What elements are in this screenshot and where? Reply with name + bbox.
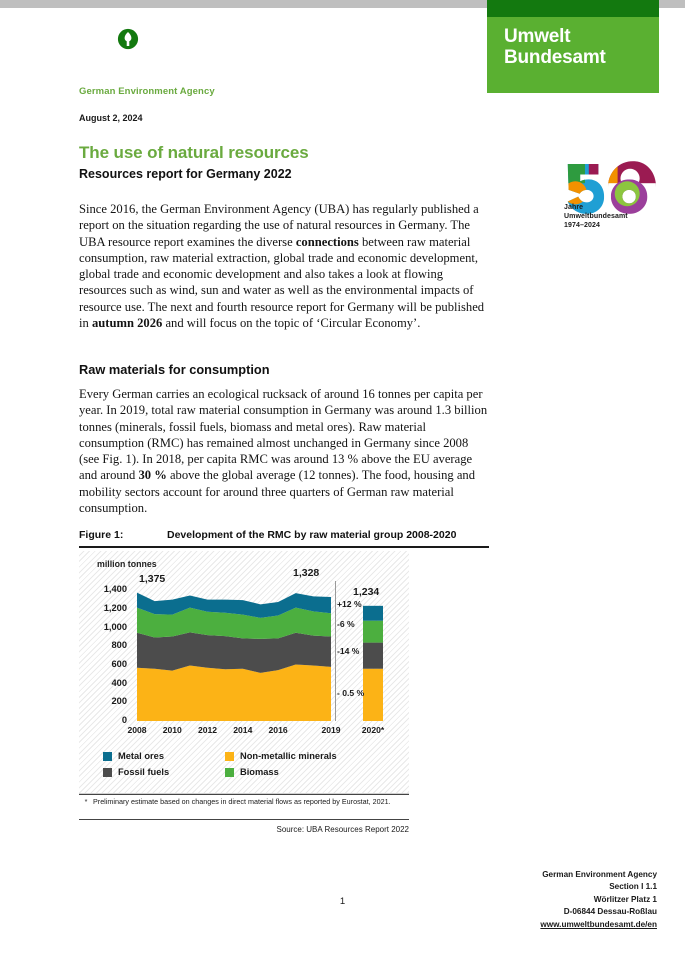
y-tick-label: 1,000 — [103, 621, 127, 632]
footnote-marker: * — [84, 797, 88, 806]
legend-item-fossil-fuels — [103, 767, 225, 777]
figure-top-rule — [79, 546, 489, 548]
legend-swatch-biomass — [225, 768, 234, 777]
legend-item-non-metallic-minerals — [225, 751, 337, 761]
section-paragraph: Every German carries an ecological rucksack of around 16 tonnes per capita per year. In 2019, total raw material consumption in Germany was around 1.3 billion tonnes (minerals, fossil fuels, biomass and metal ores). Raw material consumption (RMC) has remained almost unchanged in Germany since 2008 (see Fig. 1). In 2018, per capita RMC was around 13 % above the EU average and around 30 % above the global average (12 tonnes). The food, housing and mobility sectors account for around three quarters of German raw material consumption. — [79, 387, 488, 516]
total-label-2020: 1,234 — [353, 585, 380, 598]
uba-logo-dark-band — [487, 0, 659, 17]
chart-panel-divider — [335, 581, 336, 721]
bar-segment-fossil-fuels — [363, 643, 383, 669]
footer-address-line: Wörlitzer Platz 1 — [593, 894, 657, 904]
x-tick-label: 2012 — [197, 725, 218, 735]
legend-row — [103, 751, 409, 761]
legend-swatch-fossil-fuels — [103, 768, 112, 777]
legend-swatch-non-metallic-minerals — [225, 752, 234, 761]
uba-logo-line2: Bundesamt — [504, 46, 606, 68]
x-tick-label: 2010 — [162, 725, 182, 735]
bar-segment-biomass — [363, 621, 383, 643]
legend-label: Metal ores — [118, 751, 164, 761]
agency-name: German Environment Agency — [79, 86, 215, 97]
figure-body — [79, 551, 409, 794]
intro-paragraph: Since 2016, the German Environment Agency (UBA) has regularly published a report on the situation regarding the use of natural resources in Germany. The UBA resource report examines the diverse connections between raw material consumption, raw material extraction, global trade and economic development, global trade and economic development and also takes a look at flowing resources such as wind, sun and water as well as the environmental impacts of resource use. The next and fourth resource report for Germany will be published in autumn 2026 and will focus on the topic of ‘Circular Economy’. — [79, 202, 485, 331]
y-tick-label: 0 — [121, 715, 127, 725]
change-label-fossil-fuels: -14 % — [337, 645, 360, 656]
legend-swatch-metal-ores — [103, 752, 112, 761]
bar-segment-non-metallic-minerals — [363, 669, 383, 721]
change-label-non-metallic-minerals: - 0.5 % — [337, 687, 365, 698]
change-label-metal-ores: +12 % — [337, 599, 362, 610]
y-tick-label: 1,400 — [103, 584, 127, 595]
change-label-biomass: -6 % — [337, 618, 355, 629]
page-number: 1 — [339, 896, 346, 907]
total-label-end: 1,328 — [293, 567, 320, 580]
page-subtitle: Resources report for Germany 2022 — [79, 167, 292, 181]
figure-caption-text: Development of the RMC by raw material group 2008-2020 — [167, 529, 457, 541]
anniversary-line1: Jahre — [564, 204, 584, 211]
chart-legend — [79, 751, 409, 783]
document-date: August 2, 2024 — [79, 113, 143, 123]
legend-item-metal-ores — [103, 751, 225, 761]
x-tick-label: 2008 — [127, 725, 147, 735]
legend-label: Fossil fuels — [118, 767, 170, 777]
legend-item-biomass — [225, 767, 279, 777]
footer-url-link[interactable]: www.umweltbundesamt.de/en — [540, 919, 657, 929]
x-tick-label: 2014 — [233, 725, 253, 735]
legend-label: Non-metallic minerals — [240, 751, 337, 761]
anniversary-line3: 1974–2024 — [564, 222, 600, 229]
chart-y-axis-unit: million tonnes — [97, 559, 157, 569]
figure-label: Figure 1: — [79, 529, 124, 541]
footnote-text: Preliminary estimate based on changes in direct material flows as reported by Eurostat, 2021. — [93, 797, 391, 806]
anniversary-line2: Umweltbundesamt — [564, 213, 628, 220]
total-label-start: 1,375 — [139, 572, 166, 585]
area-band-non-metallic-minerals — [137, 665, 331, 721]
x-tick-label: 2019 — [321, 725, 341, 735]
bar-segment-metal-ores — [363, 606, 383, 621]
figure-caption — [79, 529, 489, 541]
footnote-bottom-rule — [79, 819, 409, 820]
legend-row — [103, 767, 409, 777]
footer-address-line: German Environment Agency — [542, 870, 657, 879]
footer-address-line: D-06844 Dessau-Roßlau — [563, 907, 657, 917]
x-tick-label: 2016 — [268, 725, 288, 735]
figure-source: Source: UBA Resources Report 2022 — [276, 825, 409, 834]
figure-footnote — [79, 797, 409, 807]
page-title: The use of natural resources — [79, 143, 309, 162]
y-tick-label: 400 — [111, 677, 127, 688]
uba-logo-line1: Umwelt — [504, 25, 571, 47]
y-tick-label: 1,200 — [103, 603, 127, 613]
y-tick-label: 800 — [111, 640, 127, 651]
legend-label: Biomass — [240, 767, 279, 777]
y-tick-label: 200 — [111, 696, 127, 707]
x-tick-label-extra-bar: 2020* — [361, 725, 385, 735]
uba-leaf-icon — [117, 28, 139, 50]
section-heading: Raw materials for consumption — [79, 362, 270, 377]
chart — [79, 551, 409, 751]
y-tick-label: 600 — [111, 659, 127, 669]
footnote-top-rule — [79, 794, 409, 795]
stacked-area-chart-svg — [79, 551, 409, 751]
footer-address-line: Section I 1.1 — [609, 882, 657, 892]
